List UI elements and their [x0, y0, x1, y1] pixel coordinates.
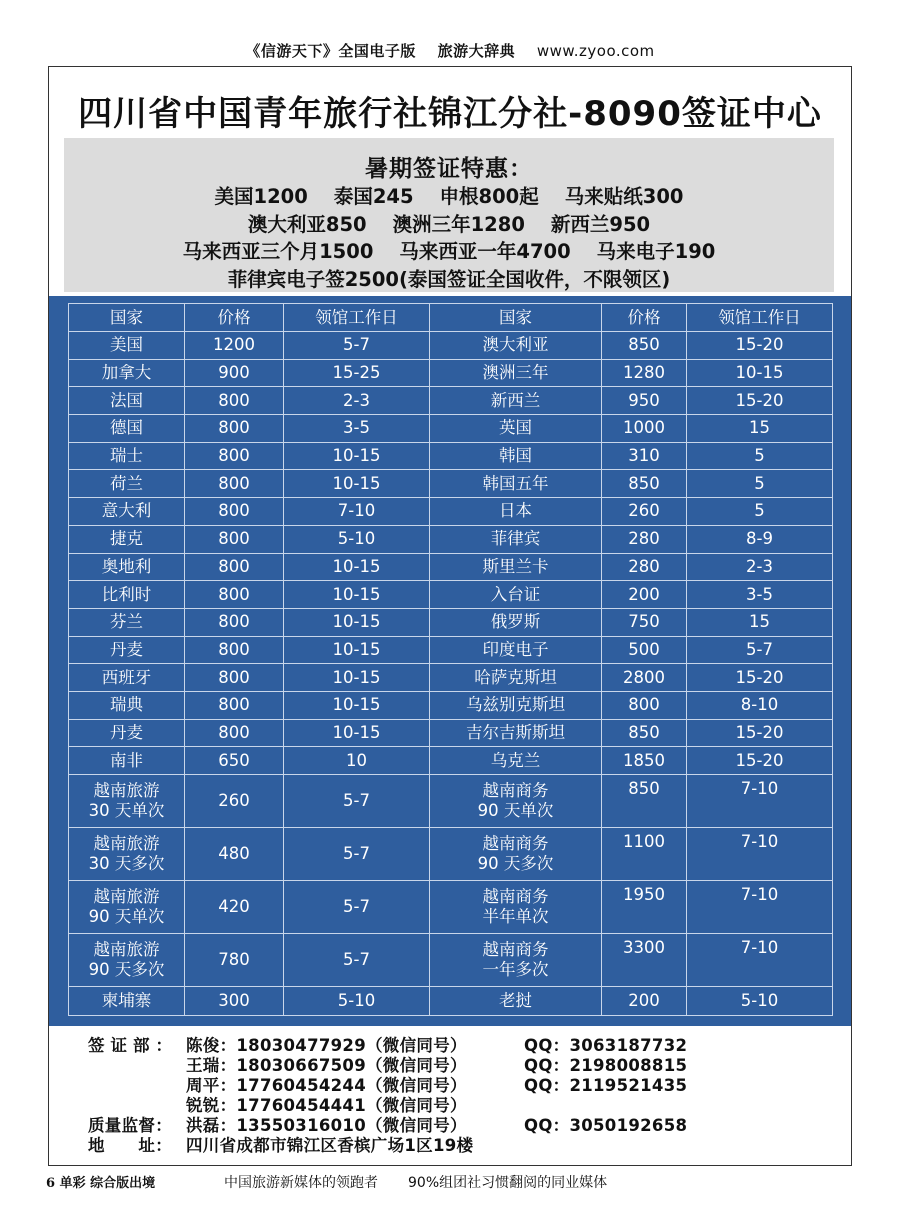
- contact-row: [88, 1076, 788, 1096]
- table-row: [69, 332, 833, 360]
- country-line: 90 天多次: [88, 960, 165, 979]
- contact-row: [88, 1116, 788, 1136]
- country-line: 越南旅游: [93, 781, 160, 800]
- cell-country: 印度电子: [430, 636, 602, 664]
- quality-label: 质量监督：: [88, 1116, 172, 1135]
- cell-country: 丹麦: [69, 636, 185, 664]
- footer-slogan: 90%组团社习惯翻阅的同业媒体: [408, 1175, 608, 1191]
- country-line: 越南旅游: [93, 940, 160, 959]
- contact-row: [88, 1036, 788, 1056]
- country-line: 90 天单次: [88, 907, 165, 926]
- promo-line: [64, 266, 834, 294]
- contact-row: [88, 1136, 788, 1156]
- cell-price: 900: [185, 359, 284, 387]
- cell-workdays: 5-10: [284, 987, 430, 1016]
- table-row: [69, 664, 833, 692]
- table-row: [69, 881, 833, 934]
- cell-price: 1950: [602, 881, 687, 934]
- cell-workdays: 7-10: [687, 881, 833, 934]
- cell-workdays: 10-15: [284, 664, 430, 692]
- cell-country: 吉尔吉斯斯坦: [430, 719, 602, 747]
- country-line: 越南商务: [482, 887, 549, 906]
- promo-item: 新西兰950: [550, 212, 651, 236]
- cell-country: 加拿大: [69, 359, 185, 387]
- cell-country: [69, 881, 185, 934]
- cell-workdays: 10-15: [284, 719, 430, 747]
- cell-price: 1280: [602, 359, 687, 387]
- cell-price: 800: [602, 691, 687, 719]
- address-label: 地 址：: [88, 1136, 172, 1155]
- table-row: [69, 359, 833, 387]
- cell-country: 奥地利: [69, 553, 185, 581]
- page-title: 四川省中国青年旅行社锦江分社-8090签证中心: [78, 94, 822, 134]
- cell-price: 800: [185, 525, 284, 553]
- promo-item: 马来电子190: [596, 240, 716, 263]
- cell-price: 800: [185, 581, 284, 609]
- promo-box: [64, 138, 834, 292]
- cell-price: 1200: [185, 332, 284, 360]
- cell-country: [69, 934, 185, 987]
- cell-workdays: 15: [687, 608, 833, 636]
- cell-country: 芬兰: [69, 608, 185, 636]
- cell-country: 南非: [69, 747, 185, 775]
- cell-price: 1000: [602, 415, 687, 443]
- country-line: 越南商务: [482, 834, 549, 853]
- cell-price: 2800: [602, 664, 687, 692]
- cell-workdays: 10-15: [284, 608, 430, 636]
- table-row: [69, 498, 833, 526]
- table-row: [69, 636, 833, 664]
- dictionary-label: 旅游大辞典: [437, 42, 516, 60]
- table-row: [69, 553, 833, 581]
- cell-country: 荷兰: [69, 470, 185, 498]
- table-row: [69, 442, 833, 470]
- cell-workdays: 7-10: [687, 775, 833, 828]
- cell-price: 260: [185, 775, 284, 828]
- cell-workdays: 10-15: [687, 359, 833, 387]
- cell-country: 法国: [69, 387, 185, 415]
- cell-price: 200: [602, 581, 687, 609]
- cell-price: 850: [602, 332, 687, 360]
- country-line: 半年单次: [482, 907, 549, 926]
- cell-price: 800: [185, 470, 284, 498]
- table-header-row: [69, 304, 833, 332]
- cell-country: 瑞士: [69, 442, 185, 470]
- country-line: 90 天多次: [477, 854, 554, 873]
- cell-workdays: 10-15: [284, 470, 430, 498]
- promo-item: 澳大利亚850: [247, 212, 367, 236]
- cell-workdays: 7-10: [687, 828, 833, 881]
- cell-country: 英国: [430, 415, 602, 443]
- cell-country: 乌克兰: [430, 747, 602, 775]
- cell-price: 420: [185, 881, 284, 934]
- col-header-price: 价格: [185, 304, 284, 332]
- visa-dept-label: 签证部：: [88, 1036, 178, 1055]
- cell-country: 意大利: [69, 498, 185, 526]
- cell-country: [430, 775, 602, 828]
- promo-item: 美国1200: [214, 185, 308, 208]
- promo-item: 泰国245: [333, 185, 414, 208]
- cell-workdays: 5: [687, 442, 833, 470]
- cell-country: 澳大利亚: [430, 332, 602, 360]
- cell-workdays: 15-20: [687, 747, 833, 775]
- col-header-country: 国家: [69, 304, 185, 332]
- contact-person: 锐锐：17760454441（微信同号）: [186, 1096, 467, 1115]
- cell-workdays: 10-15: [284, 553, 430, 581]
- cell-workdays: 5-7: [284, 934, 430, 987]
- cell-price: 3300: [602, 934, 687, 987]
- cell-workdays: 5-10: [687, 987, 833, 1016]
- cell-price: 850: [602, 719, 687, 747]
- cell-workdays: 15: [687, 415, 833, 443]
- cell-price: 950: [602, 387, 687, 415]
- cell-price: 800: [185, 442, 284, 470]
- table-row: [69, 828, 833, 881]
- quality-qq: QQ：3050192658: [524, 1116, 688, 1135]
- table-row: [69, 775, 833, 828]
- promo-item: 马来西亚三个月1500: [182, 240, 374, 263]
- cell-country: 新西兰: [430, 387, 602, 415]
- cell-price: 280: [602, 553, 687, 581]
- cell-country: 美国: [69, 332, 185, 360]
- cell-price: 200: [602, 987, 687, 1016]
- promo-title: 暑期签证特惠：: [365, 156, 533, 182]
- promo-item: 澳洲三年1280: [392, 212, 525, 236]
- contact-person: 陈俊：18030477929（微信同号）: [186, 1036, 467, 1055]
- contact-block: [88, 1036, 788, 1156]
- cell-workdays: 15-25: [284, 359, 430, 387]
- country-line: 30 天单次: [88, 801, 165, 820]
- col-header-price: 价格: [602, 304, 687, 332]
- cell-country: 日本: [430, 498, 602, 526]
- table-row: [69, 415, 833, 443]
- table-row: [69, 987, 833, 1016]
- cell-country: 西班牙: [69, 664, 185, 692]
- cell-price: 850: [602, 470, 687, 498]
- cell-price: 800: [185, 415, 284, 443]
- cell-country: 捷克: [69, 525, 185, 553]
- cell-price: 650: [185, 747, 284, 775]
- cell-workdays: 15-20: [687, 332, 833, 360]
- cell-country: 丹麦: [69, 719, 185, 747]
- cell-price: 800: [185, 664, 284, 692]
- cell-workdays: 5-7: [687, 636, 833, 664]
- cell-workdays: 5-10: [284, 525, 430, 553]
- publication-name: 《信游天下》全国电子版: [245, 42, 416, 60]
- country-line: 越南商务: [482, 781, 549, 800]
- page-number: 6 单彩 综合版出境: [46, 1176, 156, 1191]
- cell-country: 柬埔寨: [69, 987, 185, 1016]
- cell-country: 韩国: [430, 442, 602, 470]
- cell-workdays: 7-10: [284, 498, 430, 526]
- table-row: [69, 719, 833, 747]
- cell-workdays: 5-7: [284, 332, 430, 360]
- cell-workdays: 10-15: [284, 442, 430, 470]
- cell-price: 310: [602, 442, 687, 470]
- address-text: 四川省成都市锦江区香槟广场1区19楼: [186, 1136, 474, 1155]
- cell-country: 老挝: [430, 987, 602, 1016]
- promo-item: 申根800起: [439, 185, 539, 208]
- cell-workdays: 8-9: [687, 525, 833, 553]
- table-row: [69, 387, 833, 415]
- cell-workdays: 2-3: [687, 553, 833, 581]
- quality-person: 洪磊：13550316010（微信同号）: [186, 1116, 467, 1135]
- cell-workdays: 5: [687, 470, 833, 498]
- cell-country: 澳洲三年: [430, 359, 602, 387]
- cell-price: 800: [185, 387, 284, 415]
- contact-qq: QQ：2119521435: [524, 1076, 688, 1095]
- cell-workdays: 3-5: [284, 415, 430, 443]
- cell-price: 300: [185, 987, 284, 1016]
- table-row: [69, 581, 833, 609]
- cell-price: 800: [185, 498, 284, 526]
- contact-row: [88, 1096, 788, 1116]
- cell-country: 哈萨克斯坦: [430, 664, 602, 692]
- cell-price: 1100: [602, 828, 687, 881]
- footer-slogan: 中国旅游新媒体的领跑者: [224, 1175, 378, 1191]
- cell-workdays: 5-7: [284, 775, 430, 828]
- col-header-workdays: 领馆工作日: [687, 304, 833, 332]
- table-row: [69, 691, 833, 719]
- cell-country: 菲律宾: [430, 525, 602, 553]
- table-row: [69, 934, 833, 987]
- contact-person: 王瑞：18030667509（微信同号）: [186, 1056, 467, 1075]
- page-footer: [0, 1172, 900, 1192]
- cell-country: 德国: [69, 415, 185, 443]
- promo-line: [64, 183, 834, 211]
- contact-qq: QQ：2198008815: [524, 1056, 688, 1075]
- cell-price: 800: [185, 719, 284, 747]
- table-row: [69, 747, 833, 775]
- country-line: 越南商务: [482, 940, 549, 959]
- cell-workdays: 10: [284, 747, 430, 775]
- cell-price: 800: [185, 553, 284, 581]
- promo-line: [64, 211, 834, 239]
- cell-country: [430, 828, 602, 881]
- cell-price: 850: [602, 775, 687, 828]
- cell-price: 260: [602, 498, 687, 526]
- country-line: 30 天多次: [88, 854, 165, 873]
- cell-price: 800: [185, 691, 284, 719]
- contact-person: 周平：17760454244（微信同号）: [186, 1076, 467, 1095]
- country-line: 90 天单次: [477, 801, 554, 820]
- cell-country: 韩国五年: [430, 470, 602, 498]
- cell-workdays: 5: [687, 498, 833, 526]
- cell-country: 乌兹别克斯坦: [430, 691, 602, 719]
- promo-item: 菲律宾电子签2500(泰国签证全国收件，不限领区): [227, 267, 671, 291]
- cell-country: [430, 934, 602, 987]
- cell-workdays: 5-7: [284, 828, 430, 881]
- cell-country: 俄罗斯: [430, 608, 602, 636]
- cell-price: 780: [185, 934, 284, 987]
- cell-workdays: 15-20: [687, 664, 833, 692]
- cell-workdays: 2-3: [284, 387, 430, 415]
- country-line: 越南旅游: [93, 834, 160, 853]
- promo-line: [64, 238, 834, 266]
- table-row: [69, 470, 833, 498]
- cell-price: 480: [185, 828, 284, 881]
- cell-price: 1850: [602, 747, 687, 775]
- cell-workdays: 10-15: [284, 636, 430, 664]
- promo-item: 马来西亚一年4700: [399, 240, 571, 263]
- website-url[interactable]: www.zyoo.com: [536, 42, 655, 60]
- cell-workdays: 8-10: [687, 691, 833, 719]
- cell-country: 入台证: [430, 581, 602, 609]
- cell-price: 500: [602, 636, 687, 664]
- cell-workdays: 10-15: [284, 581, 430, 609]
- cell-country: 斯里兰卡: [430, 553, 602, 581]
- cell-price: 800: [185, 636, 284, 664]
- cell-workdays: 3-5: [687, 581, 833, 609]
- promo-item: 马来贴纸300: [564, 185, 684, 208]
- contact-row: [88, 1056, 788, 1076]
- cell-country: [430, 881, 602, 934]
- cell-workdays: 15-20: [687, 387, 833, 415]
- country-line: 越南旅游: [93, 887, 160, 906]
- cell-workdays: 10-15: [284, 691, 430, 719]
- cell-price: 800: [185, 608, 284, 636]
- cell-price: 750: [602, 608, 687, 636]
- cell-country: [69, 828, 185, 881]
- cell-country: 比利时: [69, 581, 185, 609]
- cell-price: 280: [602, 525, 687, 553]
- cell-workdays: 5-7: [284, 881, 430, 934]
- cell-workdays: 7-10: [687, 934, 833, 987]
- col-header-workdays: 领馆工作日: [284, 304, 430, 332]
- visa-price-table: [68, 303, 833, 1016]
- cell-country: 瑞典: [69, 691, 185, 719]
- cell-country: [69, 775, 185, 828]
- cell-workdays: 15-20: [687, 719, 833, 747]
- table-row: [69, 525, 833, 553]
- col-header-country: 国家: [430, 304, 602, 332]
- contact-qq: QQ：3063187732: [524, 1036, 688, 1055]
- masthead: [0, 40, 900, 61]
- table-row: [69, 608, 833, 636]
- country-line: 一年多次: [482, 960, 549, 979]
